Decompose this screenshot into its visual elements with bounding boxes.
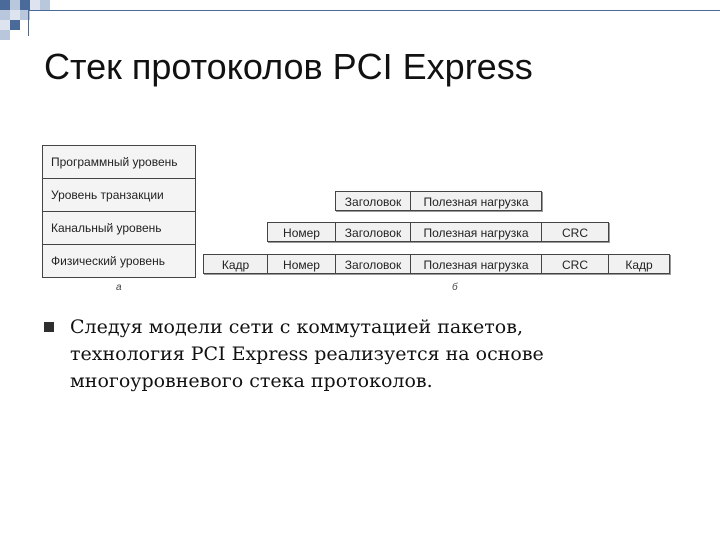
packet-field-payload: Полезная нагрузка	[410, 254, 542, 274]
packet-field-sequence: Номер	[267, 254, 336, 274]
packet-row-data-link	[268, 222, 609, 242]
packet-field-frame-start: Кадр	[203, 254, 268, 274]
packet-row-transaction	[336, 191, 542, 211]
packet-field-frame-end: Кадр	[608, 254, 670, 274]
layer-software: Программный уровень	[43, 146, 195, 179]
caption-b: б	[452, 282, 458, 293]
caption-a: а	[116, 282, 122, 293]
bullet-line: многоуровневого стека протоколов.	[70, 370, 433, 392]
packet-field-payload: Полезная нагрузка	[410, 191, 542, 211]
packet-row-physical	[204, 254, 670, 274]
slide-title: Стек протоколов PCI Express	[44, 46, 533, 87]
packet-field-header: Заголовок	[335, 191, 411, 211]
bullet-line: Следуя модели сети с коммутацией пакетов,	[70, 316, 523, 338]
layer-physical: Физический уровень	[51, 254, 165, 268]
bullet-paragraph	[70, 314, 690, 395]
layer-transaction: Уровень транзакции	[43, 179, 195, 212]
layer-data-link: Канальный уровень	[43, 212, 195, 245]
bullet-line: технология PCI Express реализуется на основе	[70, 343, 544, 365]
packet-field-payload: Полезная нагрузка	[410, 222, 542, 242]
layer-stack	[42, 145, 196, 278]
packet-field-crc: CRC	[541, 254, 609, 274]
packet-field-header: Заголовок	[335, 222, 411, 242]
packet-field-crc: CRC	[541, 222, 609, 242]
packet-field-header: Заголовок	[335, 254, 411, 274]
packet-field-sequence: Номер	[267, 222, 336, 242]
square-bullet-icon	[44, 322, 54, 332]
